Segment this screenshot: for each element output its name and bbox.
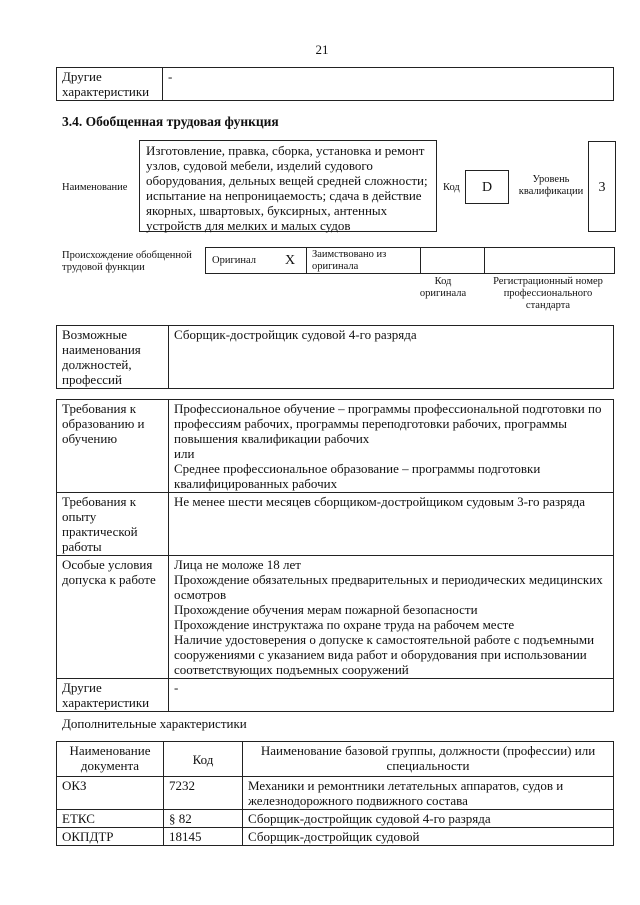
row-code: 7232 — [164, 777, 243, 810]
code-label: Код — [443, 182, 460, 193]
table-header-row — [57, 742, 614, 777]
experience-label: Требования к опыту практической работы — [57, 493, 169, 556]
positions-table — [56, 325, 614, 389]
header-group: Наименование базовой группы, должности (профессии) или специальности — [243, 742, 614, 777]
original-label: Оригинал — [212, 255, 256, 266]
positions-label: Возможные наименования должностей, профессий — [57, 326, 169, 389]
table-row — [57, 556, 614, 679]
top-other-table — [56, 67, 614, 101]
additional-table — [56, 741, 614, 846]
function-name-label: Наименование — [62, 182, 128, 193]
education-value: Профессиональное обучение – программы профессиональной подготовки по профессиям рабочих, программы переподготовки рабочих, программы повышения квалификации рабочих или Среднее профессиональное образование – программы подготовки квалифицированных рабочих — [169, 400, 614, 493]
positions-value: Сборщик-достройщик судовой 4-го разряда — [169, 326, 614, 389]
other-value: - — [169, 679, 614, 712]
level-box — [588, 141, 616, 232]
registration-caption: Регистрационный номер профессионального стандарта — [493, 276, 603, 311]
row-doc: ЕТКС — [57, 810, 164, 828]
row-code: 18145 — [164, 828, 243, 846]
top-other-label: Другие характеристики — [57, 68, 163, 101]
code-box — [465, 170, 509, 204]
header-code: Код — [164, 742, 243, 777]
original-code-caption: Код оригинала — [419, 276, 467, 299]
origin-box — [205, 247, 615, 274]
borrowed-label: Заимствовано из оригинала — [312, 249, 387, 272]
row-code: § 82 — [164, 810, 243, 828]
table-row — [57, 493, 614, 556]
level-label: Уровень квалификации — [518, 174, 584, 197]
admission-value: Лица не моложе 18 лет Прохождение обязательных предварительных и периодических медицинских осмотров Прохождение обучения мерам пожарной безопасности Прохождение инструктажа по охране труда на рабочем месте Наличие удостоверения о допуске к самостоятельной работе с подъемными сооружениями с указанием вида работ и оборудования при использовании соответствующих подъемных сооружений — [169, 556, 614, 679]
row-name: Механики и ремонтники летательных аппаратов, судов и железнодорожного подвижного состава — [243, 777, 614, 810]
section-title: 3.4. Обобщенная трудовая функция — [62, 114, 279, 129]
admission-label: Особые условия допуска к работе — [57, 556, 169, 679]
function-name-box — [139, 140, 437, 232]
requirements-table — [56, 399, 614, 712]
row-name: Сборщик-достройщик судовой 4-го разряда — [243, 810, 614, 828]
education-label: Требования к образованию и обучению — [57, 400, 169, 493]
table-row — [57, 828, 614, 846]
table-row — [57, 810, 614, 828]
additional-title: Дополнительные характеристики — [62, 716, 247, 731]
page-number: 21 — [315, 42, 329, 57]
function-name-value: Изготовление, правка, сборка, установка и ремонт узлов, судовой мебели, изделий судового оборудования, дельных вещей средней сложности; испытание на непроницаемость; сдача в действие якорных, швартовых, буксирных, антенных устройств для мелких и малых судов — [146, 143, 428, 233]
row-doc: ОКПДТР — [57, 828, 164, 846]
table-row — [57, 400, 614, 493]
experience-value: Не менее шести месяцев сборщиком-достройщиком судовым 3-го разряда — [169, 493, 614, 556]
origin-label: Происхождение обобщенной трудовой функции — [62, 250, 192, 273]
level-value: 3 — [598, 180, 606, 195]
top-other-value: - — [163, 68, 614, 101]
original-mark: X — [285, 253, 296, 268]
table-row — [57, 777, 614, 810]
header-document: Наименование документа — [57, 742, 164, 777]
row-name: Сборщик-достройщик судовой — [243, 828, 614, 846]
row-doc: ОКЗ — [57, 777, 164, 810]
code-value: D — [481, 180, 493, 195]
other-label: Другие характеристики — [57, 679, 169, 712]
table-row — [57, 679, 614, 712]
